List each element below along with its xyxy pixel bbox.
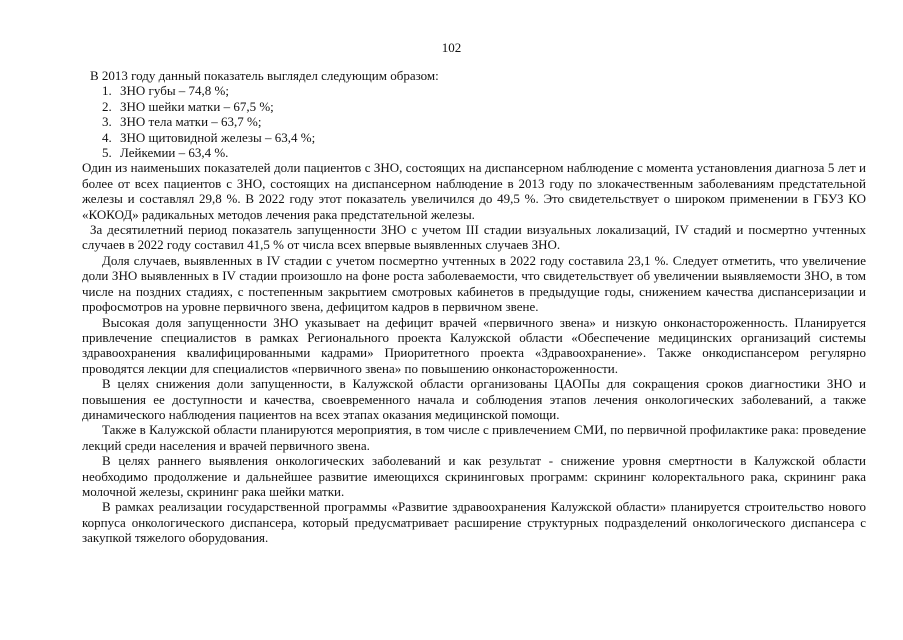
list-item bbox=[82, 145, 866, 160]
paragraph-prevention: Также в Калужской области планируются мероприятия, в том числе с привлечением СМИ, по первичной профилактике рака: проведение лекций среди населения и врачей первичного звена. bbox=[82, 422, 866, 453]
paragraph-neglect-rate: За десятилетний период показатель запущенности ЗНО с учетом III стадии визуальных локализаций, IV стадий и посмертно учтенных случаев в 2022 году составил 41,5 % от числа всех впервые выявленных случаев ЗНО. bbox=[82, 222, 866, 253]
list-item-number: 4. bbox=[102, 129, 112, 145]
paragraph-screening: В целях раннего выявления онкологических заболеваний и как результат - снижение уровня смертности в Калужской области необходимо продолжение и дальнейшее развитие имеющихся скрининговых программ: скрининг колоректального рака, скрининг рака молочной железы, скрининг рака шейки матки. bbox=[82, 453, 866, 499]
paragraph-caop: В целях снижения доли запущенности, в Калужской области организованы ЦАОПы для сокращения сроков диагностики ЗНО и повышения ее доступности и качества, своевременного начала и соблюдения этапов лечения онкологических заболеваний, а также динамического наблюдения пациентов на всех этапах оказания медицинской помощи. bbox=[82, 376, 866, 422]
page-number: 102 bbox=[441, 40, 462, 55]
list-item bbox=[82, 130, 866, 145]
indicator-list bbox=[82, 83, 866, 160]
paragraph-prostate-followup: Один из наименьших показателей доли пациентов с ЗНО, состоящих на диспансерном наблюдение с момента установления диагноза 5 лет и более от всех пациентов с ЗНО, состоящих на диспансерном наблюдение в 2013 году по злокачественным заболеваниям предстательной железы и составлял 29,8 %. В 2022 году этот показатель увеличился до 49,5 %. Это свидетельствует о широком применении в ГБУЗ КО «КОКОД» радикальных методов лечения рака предстательной железы. bbox=[82, 160, 866, 222]
list-item-number: 1. bbox=[102, 83, 112, 99]
paragraph-stage-iv: Доля случаев, выявленных в IV стадии с учетом посмертно учтенных в 2022 году составила 23,1 %. Следует отметить, что увеличение доли ЗНО выявленных в IV стадии произошло на фоне роста заболеваемости, что свидетельствует об увеличении выявляемости ЗНО, в том числе на поздних стадиях, с постепенным закрытием смотровых кабинетов в предыдущие годы, снижением качества диспансеризации и профосмотров на уровне первичного звена, дефицитом кадров в первичном звене. bbox=[82, 252, 866, 315]
list-item-text: ЗНО щитовидной железы – 63,4 %; bbox=[120, 129, 316, 145]
list-item-text: ЗНО шейки матки – 67,5 %; bbox=[120, 98, 274, 114]
paragraph-new-building: В рамках реализации государственной программы «Развитие здравоохранения Калужской области» планируется строительство нового корпуса онкологического диспансера, который предусматривает расширение структурных подразделений онкологического диспансера с закупкой тяжелого оборудования. bbox=[82, 499, 866, 546]
list-item-text: ЗНО губы – 74,8 %; bbox=[120, 83, 229, 99]
paragraph-staff-deficit: Высокая доля запущенности ЗНО указывает на дефицит врачей «первичного звена» и низкую онконастороженность. Планируется привлечение специалистов в рамках Регионального проекта Калужской области «Обеспечение медицинских организаций системы здравоохранения квалифицированными кадрами» Приоритетного проекта «Здравоохранение». Также онкодиспансером регулярно проводятся лекции для специалистов «первичного звена» по повышению онконастороженности. bbox=[82, 314, 866, 376]
document-body bbox=[82, 68, 866, 546]
list-item-text: ЗНО тела матки – 63,7 %; bbox=[120, 114, 262, 130]
list-item bbox=[82, 114, 866, 129]
intro-text: В 2013 году данный показатель выглядел следующим образом: bbox=[90, 68, 439, 83]
list-item-number: 5. bbox=[102, 145, 112, 161]
list-item bbox=[82, 83, 866, 98]
list-item bbox=[82, 99, 866, 114]
list-item-number: 3. bbox=[102, 114, 112, 130]
list-item-number: 2. bbox=[102, 98, 112, 114]
list-item-text: Лейкемии – 63,4 %. bbox=[120, 145, 229, 161]
